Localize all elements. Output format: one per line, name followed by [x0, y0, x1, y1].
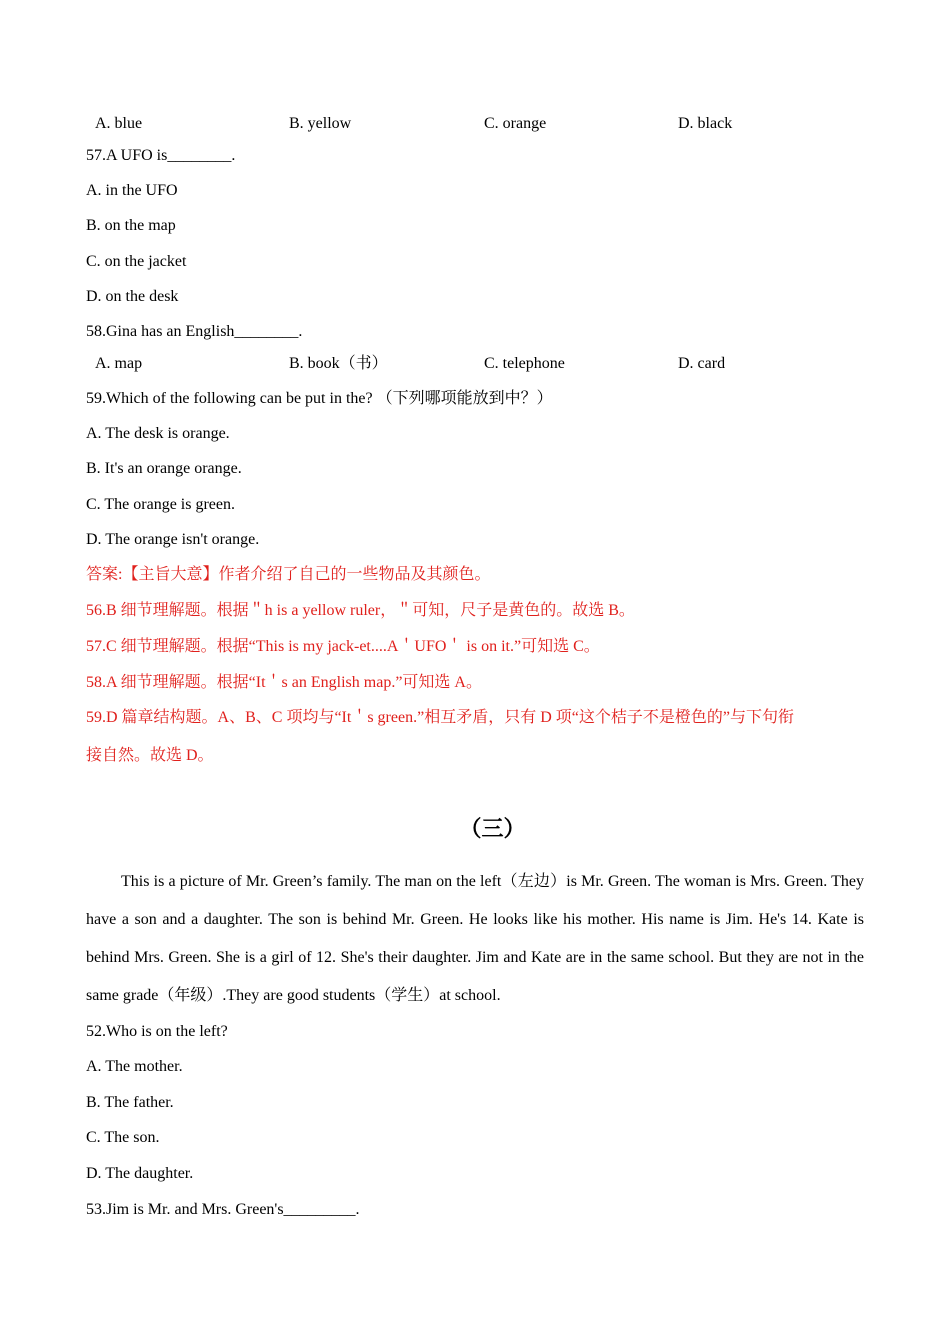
q59-question: 59.Which of the following can be put in the? （下列哪项能放到中？） — [86, 390, 553, 407]
q57-option-a: A. in the UFO — [86, 182, 178, 199]
answer-58: 58.A 细节理解题。根据“It＇s an English map.”可知选 A。 — [86, 674, 482, 691]
q52-question: 52.Who is on the left? — [86, 1023, 228, 1040]
q52-option-a: A. The mother. — [86, 1058, 183, 1075]
q59-option-a: A. The desk is orange. — [86, 425, 230, 442]
q52-option-c: C. The son. — [86, 1129, 160, 1146]
q58-option-d: D. card — [678, 355, 726, 372]
answer-59-line1: 59.D 篇章结构题。A、B、C 项均与“It＇s green.”相互矛盾，只有 D 项“这个桔子不是橙色的”与下句衔 — [86, 709, 794, 726]
q59-option-d: D. The orange isn't orange. — [86, 531, 260, 548]
answer-59-line2: 接自然。故选 D。 — [86, 747, 214, 764]
answer-main-idea: 答案:【主旨大意】作者介绍了自己的一些物品及其颜色。 — [86, 566, 491, 583]
q53-question: 53.Jim is Mr. and Mrs. Green's_________. — [86, 1201, 360, 1218]
q57-option-b: B. on the map — [86, 217, 176, 234]
q58-question: 58.Gina has an English________. — [86, 323, 303, 340]
q57-question: 57.A UFO is________. — [86, 147, 236, 164]
answer-57: 57.C 细节理解题。根据“This is my jack-et....A＇UFO＇ is on it.”可知选 C。 — [86, 638, 600, 655]
q59-option-c: C. The orange is green. — [86, 496, 235, 513]
q56-option-a: A. blue — [95, 115, 143, 132]
q57-option-c: C. on the jacket — [86, 253, 187, 270]
q56-option-d: D. black — [678, 115, 733, 132]
q52-option-b: B. The father. — [86, 1094, 174, 1111]
q56-option-b: B. yellow — [289, 115, 352, 132]
q58-option-b: B. book（书） — [289, 355, 388, 372]
q59-option-b: B. It's an orange orange. — [86, 460, 242, 477]
q58-option-a: A. map — [95, 355, 143, 372]
q57-option-d: D. on the desk — [86, 288, 179, 305]
q52-option-d: D. The daughter. — [86, 1165, 194, 1182]
section-title: （三） — [459, 817, 526, 842]
q56-option-c: C. orange — [484, 115, 547, 132]
q58-option-c: C. telephone — [484, 355, 565, 372]
reading-passage: This is a picture of Mr. Green’s family. The man on the left（左边）is Mr. Green. The woman is Mrs. Green. They have a son and a daughter. The son is behind Mr. Green. He looks like his mother. His name is Jim. He's 14. Kate is behind Mrs. Green. She is a girl of 12. She's their daughter. Jim and Kate are in the same school. But they are not in the same grade（年级）.They are good students（学生）at school. — [86, 873, 864, 1004]
answer-56: 56.B 细节理解题。根据＂h is a yellow ruler，＂可知，尺子是黄色的。故选 B。 — [86, 602, 635, 619]
